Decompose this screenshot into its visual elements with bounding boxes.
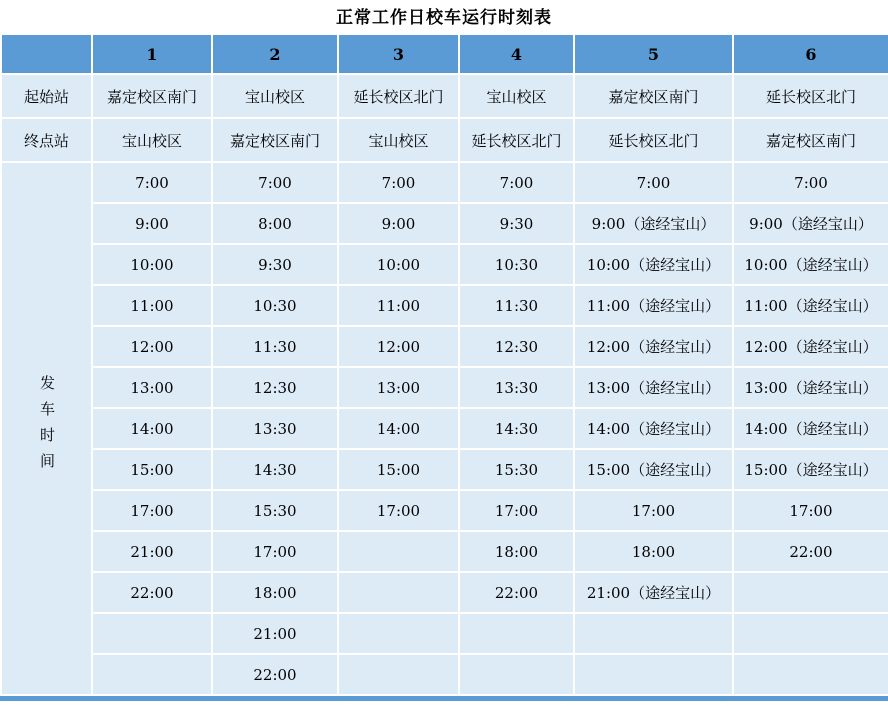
time-cell: 14:30 <box>459 408 574 449</box>
page-title: 正常工作日校车运行时刻表 <box>336 8 552 28</box>
destination-cell: 嘉定校区南门 <box>733 118 888 162</box>
time-cell: 11:30 <box>459 285 574 326</box>
time-cell <box>733 654 888 695</box>
table-row <box>1 449 888 490</box>
time-cell: 13:00（途经宝山） <box>733 367 888 408</box>
time-cell: 10:00 <box>338 244 459 285</box>
time-cell: 7:00 <box>212 162 338 203</box>
time-cell <box>338 572 459 613</box>
destination-cell: 宝山校区 <box>92 118 212 162</box>
time-cell <box>338 654 459 695</box>
corner-cell <box>1 34 92 74</box>
time-cell: 10:00（途经宝山） <box>574 244 733 285</box>
time-cell: 21:00 <box>212 613 338 654</box>
time-cell: 15:30 <box>212 490 338 531</box>
time-cell: 21:00（途经宝山） <box>574 572 733 613</box>
time-cell: 21:00 <box>92 531 212 572</box>
destination-cell: 延长校区北门 <box>459 118 574 162</box>
time-cell <box>338 613 459 654</box>
table-row <box>1 654 888 695</box>
destination-cell: 嘉定校区南门 <box>212 118 338 162</box>
time-cell <box>92 613 212 654</box>
time-cell: 17:00 <box>574 490 733 531</box>
time-cell <box>459 654 574 695</box>
row-label-origin: 起始站 <box>1 74 92 118</box>
departure-time-label-cell <box>1 162 92 695</box>
time-cell <box>92 654 212 695</box>
time-cell: 13:00（途经宝山） <box>574 367 733 408</box>
time-cell: 7:00 <box>459 162 574 203</box>
time-cell: 10:30 <box>459 244 574 285</box>
time-cell: 17:00 <box>733 490 888 531</box>
time-cell: 22:00 <box>212 654 338 695</box>
route-number-header-row <box>1 34 888 74</box>
time-cell: 7:00 <box>733 162 888 203</box>
time-cell: 9:00（途经宝山） <box>574 203 733 244</box>
time-cell <box>733 613 888 654</box>
time-cell: 11:00 <box>338 285 459 326</box>
time-cell: 15:00 <box>92 449 212 490</box>
destination-cell: 宝山校区 <box>338 118 459 162</box>
time-cell: 12:00（途经宝山） <box>574 326 733 367</box>
origin-cell: 宝山校区 <box>459 74 574 118</box>
time-cell: 7:00 <box>92 162 212 203</box>
time-cell: 7:00 <box>338 162 459 203</box>
time-cell: 13:00 <box>338 367 459 408</box>
time-cell: 18:00 <box>212 572 338 613</box>
time-cell: 12:00 <box>338 326 459 367</box>
time-cell: 9:00 <box>92 203 212 244</box>
time-cell: 9:00 <box>338 203 459 244</box>
route-number-cell: 5 <box>574 34 733 74</box>
time-cell: 11:00（途经宝山） <box>574 285 733 326</box>
time-cell: 13:00 <box>92 367 212 408</box>
time-cell <box>459 613 574 654</box>
time-cell: 18:00 <box>459 531 574 572</box>
time-cell: 17:00 <box>459 490 574 531</box>
time-cell: 17:00 <box>212 531 338 572</box>
time-cell <box>338 531 459 572</box>
time-cell: 10:00 <box>92 244 212 285</box>
time-cell: 15:00（途经宝山） <box>733 449 888 490</box>
route-number-cell: 3 <box>338 34 459 74</box>
destination-cell: 延长校区北门 <box>574 118 733 162</box>
origin-cell: 延长校区北门 <box>338 74 459 118</box>
time-cell: 14:00 <box>92 408 212 449</box>
table-row <box>1 490 888 531</box>
time-cell: 18:00 <box>574 531 733 572</box>
table-row <box>1 285 888 326</box>
table-row <box>1 531 888 572</box>
table-row <box>1 572 888 613</box>
time-cell: 17:00 <box>338 490 459 531</box>
time-cell: 11:00（途经宝山） <box>733 285 888 326</box>
origin-cell: 宝山校区 <box>212 74 338 118</box>
time-cell: 15:00 <box>338 449 459 490</box>
time-cell: 14:00 <box>338 408 459 449</box>
time-cell: 10:30 <box>212 285 338 326</box>
table-row <box>1 244 888 285</box>
time-cell: 13:30 <box>459 367 574 408</box>
time-cell: 17:00 <box>92 490 212 531</box>
origin-cell: 延长校区北门 <box>733 74 888 118</box>
table-row <box>1 408 888 449</box>
time-cell <box>733 572 888 613</box>
origin-station-row <box>1 74 888 118</box>
table-row <box>1 203 888 244</box>
table-row <box>1 367 888 408</box>
route-number-cell: 6 <box>733 34 888 74</box>
time-cell: 22:00 <box>92 572 212 613</box>
destination-station-row <box>1 118 888 162</box>
origin-cell: 嘉定校区南门 <box>92 74 212 118</box>
time-cell: 13:30 <box>212 408 338 449</box>
time-cell: 10:00（途经宝山） <box>733 244 888 285</box>
time-cell <box>574 613 733 654</box>
time-cell: 12:30 <box>459 326 574 367</box>
route-number-cell: 1 <box>92 34 212 74</box>
time-cell: 11:00 <box>92 285 212 326</box>
time-cell: 12:00 <box>92 326 212 367</box>
time-cell: 14:00（途经宝山） <box>733 408 888 449</box>
bus-schedule-table <box>0 33 888 696</box>
time-cell: 7:00 <box>574 162 733 203</box>
time-cell: 8:00 <box>212 203 338 244</box>
time-cell <box>574 654 733 695</box>
time-cell: 9:30 <box>459 203 574 244</box>
time-cell: 9:30 <box>212 244 338 285</box>
time-cell: 22:00 <box>459 572 574 613</box>
table-row <box>1 613 888 654</box>
table-bottom-border <box>0 696 888 701</box>
departure-time-label: 发车时间 <box>38 374 56 479</box>
table-row <box>1 162 888 203</box>
time-cell: 9:00（途经宝山） <box>733 203 888 244</box>
route-number-cell: 2 <box>212 34 338 74</box>
time-cell: 22:00 <box>733 531 888 572</box>
time-cell: 15:00（途经宝山） <box>574 449 733 490</box>
time-cell: 14:30 <box>212 449 338 490</box>
time-cell: 12:30 <box>212 367 338 408</box>
row-label-destination: 终点站 <box>1 118 92 162</box>
time-cell: 15:30 <box>459 449 574 490</box>
time-cell: 12:00（途经宝山） <box>733 326 888 367</box>
route-number-cell: 4 <box>459 34 574 74</box>
table-row <box>1 326 888 367</box>
time-cell: 11:30 <box>212 326 338 367</box>
origin-cell: 嘉定校区南门 <box>574 74 733 118</box>
time-cell: 14:00（途经宝山） <box>574 408 733 449</box>
